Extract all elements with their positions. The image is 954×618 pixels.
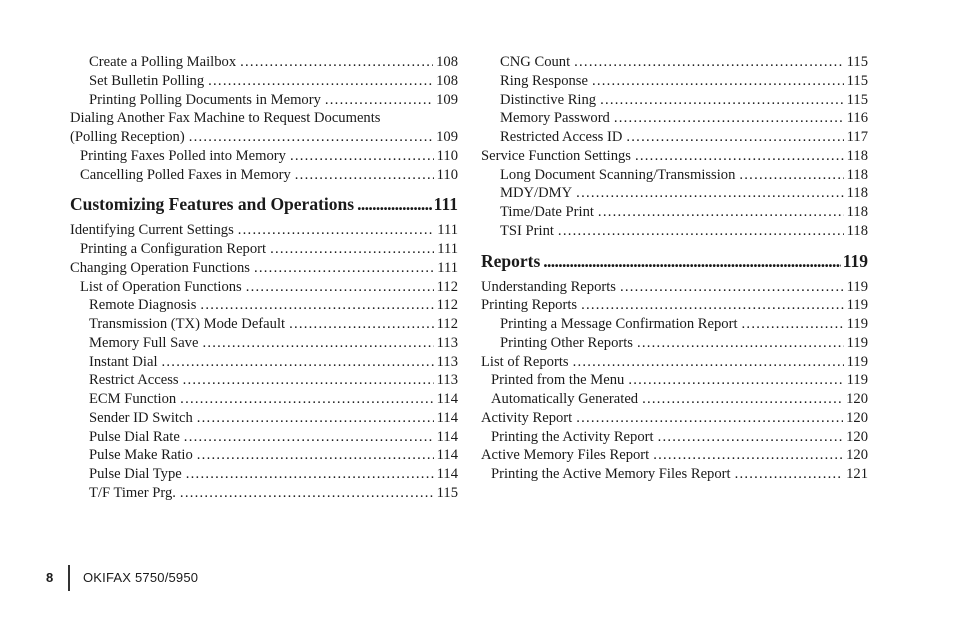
toc-entry-title: Printing the Activity Report: [491, 428, 654, 445]
toc-entry[interactable]: [70, 315, 458, 334]
toc-entry[interactable]: [481, 315, 868, 334]
toc-dot-leader: [573, 353, 844, 372]
toc-dot-leader: [189, 128, 433, 147]
toc-entry[interactable]: [70, 91, 458, 110]
toc-entry-title: Printing Other Reports: [500, 334, 633, 351]
toc-entry-title: Dialing Another Fax Machine to Request Documents: [70, 110, 381, 127]
toc-dot-leader: [742, 315, 844, 334]
toc-entry-title: Transmission (TX) Mode Default: [89, 316, 286, 332]
toc-page-number: 119: [846, 297, 868, 314]
toc-page-number: 114: [436, 391, 458, 407]
toc-entry[interactable]: [481, 91, 868, 110]
toc-page-number: 111: [433, 194, 458, 215]
toc-page-number: 114: [436, 428, 458, 445]
toc-entry-title: Automatically Generated: [491, 391, 639, 407]
toc-entry[interactable]: [481, 72, 868, 91]
toc-dot-leader: [162, 353, 434, 372]
toc-entry[interactable]: [70, 446, 458, 465]
toc-entry-title: Printing Faxes Polled into Memory: [80, 147, 286, 164]
toc-dot-leader: [202, 334, 433, 353]
toc-page-number: 109: [436, 91, 458, 108]
toc-dot-leader: [620, 278, 844, 297]
toc-page-number: 113: [436, 372, 458, 389]
toc-entry-title: TSI Print: [500, 222, 554, 239]
toc-dot-leader: [558, 222, 844, 241]
toc-entry[interactable]: [481, 166, 868, 185]
toc-page-number: 108: [436, 72, 458, 89]
toc-page-number: 119: [842, 250, 868, 271]
toc-dot-leader: [186, 465, 434, 484]
toc-dot-leader: [576, 184, 843, 203]
toc-entry-title: Printing the Active Memory Files Report: [491, 466, 731, 482]
toc-page-number: 112: [436, 316, 458, 332]
toc-entry[interactable]: [481, 147, 868, 166]
toc-entry-title: Printing a Message Confirmation Report: [500, 316, 738, 332]
toc-entry-title: Remote Diagnosis: [89, 297, 197, 314]
toc-entry-title: Memory Full Save: [89, 334, 199, 351]
toc-entry[interactable]: [70, 53, 458, 72]
toc-dot-leader: [653, 446, 843, 465]
toc-entry[interactable]: [70, 465, 458, 484]
toc-dot-leader: [270, 240, 434, 259]
toc-dot-leader: [325, 91, 433, 110]
toc-entry[interactable]: [481, 390, 868, 409]
toc-entry[interactable]: [70, 296, 458, 315]
toc-entry-title: Active Memory Files Report: [481, 447, 650, 464]
toc-page-number: 113: [436, 334, 458, 351]
toc-page-number: 115: [846, 72, 868, 89]
toc-page-number: 120: [846, 447, 868, 464]
toc-entry[interactable]: [70, 128, 458, 147]
toc-entry-title: Printing Reports: [481, 297, 578, 314]
toc-page-number: 111: [437, 222, 458, 239]
toc-page-number: 120: [846, 409, 868, 426]
toc-page-number: 118: [846, 185, 868, 202]
toc-entry-title: Memory Password: [500, 110, 610, 127]
toc-entry-title: Pulse Make Ratio: [89, 447, 193, 464]
toc-dot-leader: [238, 221, 434, 240]
toc-entry-title: List of Operation Functions: [80, 278, 242, 295]
toc-entry[interactable]: [70, 240, 458, 259]
toc-dot-leader: [254, 259, 434, 278]
toc-entry[interactable]: [481, 465, 868, 484]
toc-page-number: 121: [846, 466, 868, 482]
toc-dot-leader: [598, 203, 844, 222]
toc-entry-title: Distinctive Ring: [500, 91, 597, 108]
toc-entry[interactable]: [70, 278, 458, 297]
toc-entry[interactable]: [70, 371, 458, 390]
toc-page-number: 120: [846, 391, 868, 407]
toc-entry[interactable]: [481, 446, 868, 465]
toc-entry[interactable]: [481, 109, 868, 128]
toc-entry[interactable]: [70, 109, 458, 128]
footer-divider: [68, 565, 70, 591]
toc-dot-leader: [197, 409, 434, 428]
toc-entry[interactable]: [481, 409, 868, 428]
toc-dot-leader: [184, 428, 434, 447]
toc-entry-title: (Polling Reception): [70, 129, 185, 145]
toc-entry-title: Set Bulletin Polling: [89, 72, 205, 89]
toc-dot-leader: [628, 371, 843, 390]
toc-entry[interactable]: [70, 390, 458, 409]
toc-entry[interactable]: [70, 353, 458, 372]
toc-dot-leader: [735, 465, 844, 484]
toc-entry[interactable]: [481, 53, 868, 72]
toc-section-heading[interactable]: [481, 250, 868, 272]
toc-entry-title: Long Document Scanning/Transmission: [500, 166, 736, 183]
toc-dot-leader: [600, 91, 844, 110]
toc-page-number: 115: [846, 54, 868, 70]
footer-product-title: OKIFAX 5750/5950: [83, 570, 199, 585]
toc-entry-title: Ring Response: [500, 72, 588, 89]
toc-page-number: 114: [436, 447, 458, 464]
toc-entry[interactable]: [481, 184, 868, 203]
toc-page-number: 111: [437, 241, 458, 257]
toc-entry-title: Changing Operation Functions: [70, 259, 250, 276]
toc-dot-leader: [739, 166, 843, 185]
toc-entry-title: Sender ID Switch: [89, 409, 193, 426]
toc-page-number: 118: [846, 166, 868, 183]
toc-entry[interactable]: [70, 484, 458, 503]
toc-page-number: 115: [436, 484, 458, 501]
toc-entry-title: Understanding Reports: [481, 278, 616, 295]
toc-page-number: 112: [436, 297, 458, 314]
toc-entry-title: Pulse Dial Rate: [89, 428, 180, 445]
toc-entry-title: Activity Report: [481, 409, 573, 426]
toc-dot-leader: [240, 53, 433, 72]
toc-entry-title: Printing a Configuration Report: [80, 241, 267, 257]
toc-entry[interactable]: [481, 222, 868, 241]
toc-right-column: [481, 53, 868, 484]
toc-entry-title: Restrict Access: [89, 372, 179, 389]
toc-entry-title: Printing Polling Documents in Memory: [89, 91, 321, 108]
toc-entry[interactable]: [481, 371, 868, 390]
toc-dot-leader: [180, 484, 434, 503]
toc-dot-leader: [642, 390, 843, 409]
toc-entry-title: ECM Function: [89, 391, 177, 407]
toc-entry[interactable]: [481, 278, 868, 297]
toc-dot-leader: [576, 409, 843, 428]
toc-dot-leader: [183, 371, 434, 390]
toc-dot-leader: [637, 334, 844, 353]
toc-page-number: 118: [846, 147, 868, 164]
footer-page-number: 8: [46, 570, 54, 585]
toc-dot-leader: [290, 147, 434, 166]
toc-entry[interactable]: [70, 147, 458, 166]
toc-dot-leader: [246, 278, 434, 297]
toc-page-number: 109: [436, 129, 458, 145]
toc-page-number: 110: [436, 166, 458, 183]
toc-dot-leader: [574, 53, 844, 72]
toc-left-column: [70, 53, 458, 503]
toc-entry-title: Customizing Features and Operations: [70, 194, 355, 215]
toc-page-number: 119: [846, 334, 868, 351]
toc-entry[interactable]: [70, 259, 458, 278]
toc-dot-leader: [200, 296, 433, 315]
toc-entry[interactable]: [481, 428, 868, 447]
toc-dot-leader: [635, 147, 844, 166]
toc-entry-title: Service Function Settings: [481, 147, 631, 164]
toc-entry-title: Instant Dial: [89, 353, 158, 370]
toc-entry[interactable]: [481, 128, 868, 147]
toc-entry[interactable]: [481, 334, 868, 353]
toc-entry-title: Reports: [481, 250, 541, 271]
toc-page-number: 111: [437, 259, 458, 276]
toc-page-number: 116: [846, 110, 868, 127]
toc-entry-title: Create a Polling Mailbox: [89, 54, 237, 70]
toc-entry-title: Cancelling Polled Faxes in Memory: [80, 166, 291, 183]
toc-entry[interactable]: [70, 334, 458, 353]
toc-page-number: 119: [846, 372, 868, 389]
toc-entry[interactable]: [70, 409, 458, 428]
toc-dot-leader: [581, 296, 844, 315]
toc-page-number: 114: [436, 466, 458, 482]
toc-entry-title: Pulse Dial Type: [89, 466, 182, 482]
toc-dot-leader: [180, 390, 433, 409]
toc-dot-leader: [208, 72, 433, 91]
toc-dot-leader: [357, 193, 432, 215]
toc-dot-leader: [614, 109, 844, 128]
toc-entry[interactable]: [481, 296, 868, 315]
toc-entry[interactable]: [481, 353, 868, 372]
toc-entry[interactable]: [481, 203, 868, 222]
toc-page-number: 117: [846, 129, 868, 145]
toc-entry-title: Identifying Current Settings: [70, 222, 234, 239]
toc-entry-title: CNG Count: [500, 54, 571, 70]
toc-dot-leader: [295, 166, 434, 185]
toc-dot-leader: [592, 72, 844, 91]
toc-page-number: 112: [436, 278, 458, 295]
toc-page-number: 120: [846, 428, 868, 445]
toc-entry-title: List of Reports: [481, 353, 569, 370]
toc-page-number: 119: [846, 278, 868, 295]
toc-entry[interactable]: [70, 166, 458, 185]
toc-page-number: 119: [846, 353, 868, 370]
toc-entry[interactable]: [70, 72, 458, 91]
toc-entry-title: Time/Date Print: [500, 204, 594, 220]
toc-dot-leader: [197, 446, 434, 465]
page-footer: [0, 565, 400, 591]
toc-page-number: 119: [846, 316, 868, 332]
toc-page-number: 118: [846, 222, 868, 239]
toc-page-number: 110: [436, 147, 458, 164]
toc-page-number: 115: [846, 91, 868, 108]
toc-page-number: 114: [436, 409, 458, 426]
toc-entry-title: T/F Timer Prg.: [89, 484, 176, 501]
toc-page-number: 118: [846, 204, 868, 220]
toc-page-number: 113: [436, 353, 458, 370]
toc-page-number: 108: [436, 54, 458, 70]
toc-dot-leader: [658, 428, 844, 447]
toc-dot-leader: [289, 315, 434, 334]
toc-entry[interactable]: [70, 428, 458, 447]
toc-section-heading[interactable]: [70, 193, 458, 215]
toc-entry-title: Restricted Access ID: [500, 129, 623, 145]
toc-entry[interactable]: [70, 221, 458, 240]
toc-dot-leader: [626, 128, 843, 147]
toc-entry-title: MDY/DMY: [500, 185, 573, 202]
toc-dot-leader: [543, 250, 840, 272]
toc-entry-title: Printed from the Menu: [491, 372, 625, 389]
